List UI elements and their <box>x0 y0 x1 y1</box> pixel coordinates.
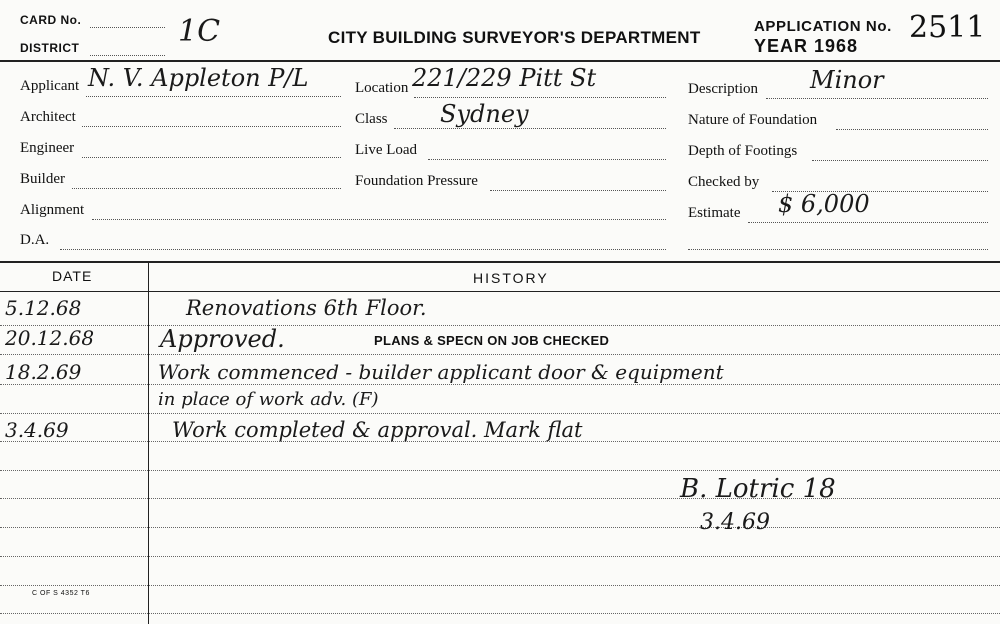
checked-by-label: Checked by <box>688 174 760 190</box>
estimate-label: Estimate <box>688 205 741 221</box>
nature-line <box>836 129 988 130</box>
foundation-pressure-label: Foundation Pressure <box>355 173 478 189</box>
location-line <box>414 97 666 98</box>
date-header: DATE <box>52 268 93 284</box>
description-label: Description <box>688 81 758 97</box>
ruled-line <box>0 354 1000 355</box>
history-date: 18.2.69 <box>5 360 82 384</box>
history-text: Work completed & approval. Mark flat <box>172 418 583 442</box>
history-date: 3.4.69 <box>5 418 69 442</box>
foundation-pressure-line <box>490 190 666 191</box>
history-text: Renovations 6th Floor. <box>186 296 427 320</box>
ruled-line <box>0 585 1000 586</box>
blank-line <box>688 249 988 250</box>
history-date: 5.12.68 <box>5 296 82 320</box>
architect-line <box>82 126 341 127</box>
header-rule <box>0 291 1000 292</box>
application-no-label: APPLICATION No. <box>754 18 892 35</box>
district-line <box>90 55 165 56</box>
card-no-label: CARD No. <box>20 13 82 27</box>
ruled-line <box>0 384 1000 385</box>
year-label: YEAR 1968 <box>754 36 859 56</box>
alignment-line <box>92 219 666 220</box>
history-stamp: PLANS & SPECN ON JOB CHECKED <box>374 333 610 348</box>
alignment-label: Alignment <box>20 202 85 218</box>
ruled-line <box>0 470 1000 471</box>
builder-label: Builder <box>20 171 65 187</box>
signature: B. Lotric 18 <box>680 474 836 504</box>
application-no-value: 2511 <box>909 10 986 45</box>
engineer-label: Engineer <box>20 140 75 156</box>
applicant-value: N. V. Appleton P/L <box>88 64 309 92</box>
engineer-line <box>82 157 341 158</box>
district-label: DISTRICT <box>20 41 80 55</box>
class-value: Sydney <box>440 100 529 128</box>
architect-label: Architect <box>20 109 76 125</box>
ruled-line <box>0 527 1000 528</box>
ruled-line <box>0 556 1000 557</box>
depth-line <box>812 160 988 161</box>
live-load-label: Live Load <box>355 142 418 158</box>
class-line <box>394 128 666 129</box>
applicant-line <box>86 96 341 97</box>
description-value: Minor <box>810 66 884 94</box>
card-no-line <box>90 27 165 28</box>
ruled-line <box>0 498 1000 499</box>
history-text: Approved. <box>160 325 285 353</box>
class-label: Class <box>355 111 388 127</box>
applicant-label: Applicant <box>20 78 80 94</box>
date-column-divider <box>148 261 149 624</box>
estimate-line <box>748 222 988 223</box>
history-divider <box>0 261 1000 263</box>
district-value: 1C <box>178 14 221 49</box>
live-load-line <box>428 159 666 160</box>
location-value: 221/229 Pitt St <box>412 64 597 92</box>
header-divider <box>0 60 1000 62</box>
da-label: D.A. <box>20 232 50 248</box>
history-text: Work commenced - builder applicant door & equipment <box>158 360 724 384</box>
history-date: 20.12.68 <box>5 326 95 350</box>
da-line <box>60 249 666 250</box>
description-line <box>766 98 988 99</box>
estimate-value: $ 6,000 <box>778 190 870 218</box>
history-text: in place of work adv. (F) <box>158 389 379 410</box>
location-label: Location <box>355 80 409 96</box>
nature-label: Nature of Foundation <box>688 112 818 128</box>
builder-line <box>72 188 341 189</box>
ruled-line <box>0 613 1000 614</box>
signature-date: 3.4.69 <box>700 510 770 535</box>
depth-label: Depth of Footings <box>688 143 798 159</box>
history-header: HISTORY <box>473 270 549 286</box>
ruled-line <box>0 325 1000 326</box>
ruled-line <box>0 413 1000 414</box>
form-code: C OF S 4352 T6 <box>32 590 90 597</box>
department-title: CITY BUILDING SURVEYOR'S DEPARTMENT <box>328 28 701 47</box>
